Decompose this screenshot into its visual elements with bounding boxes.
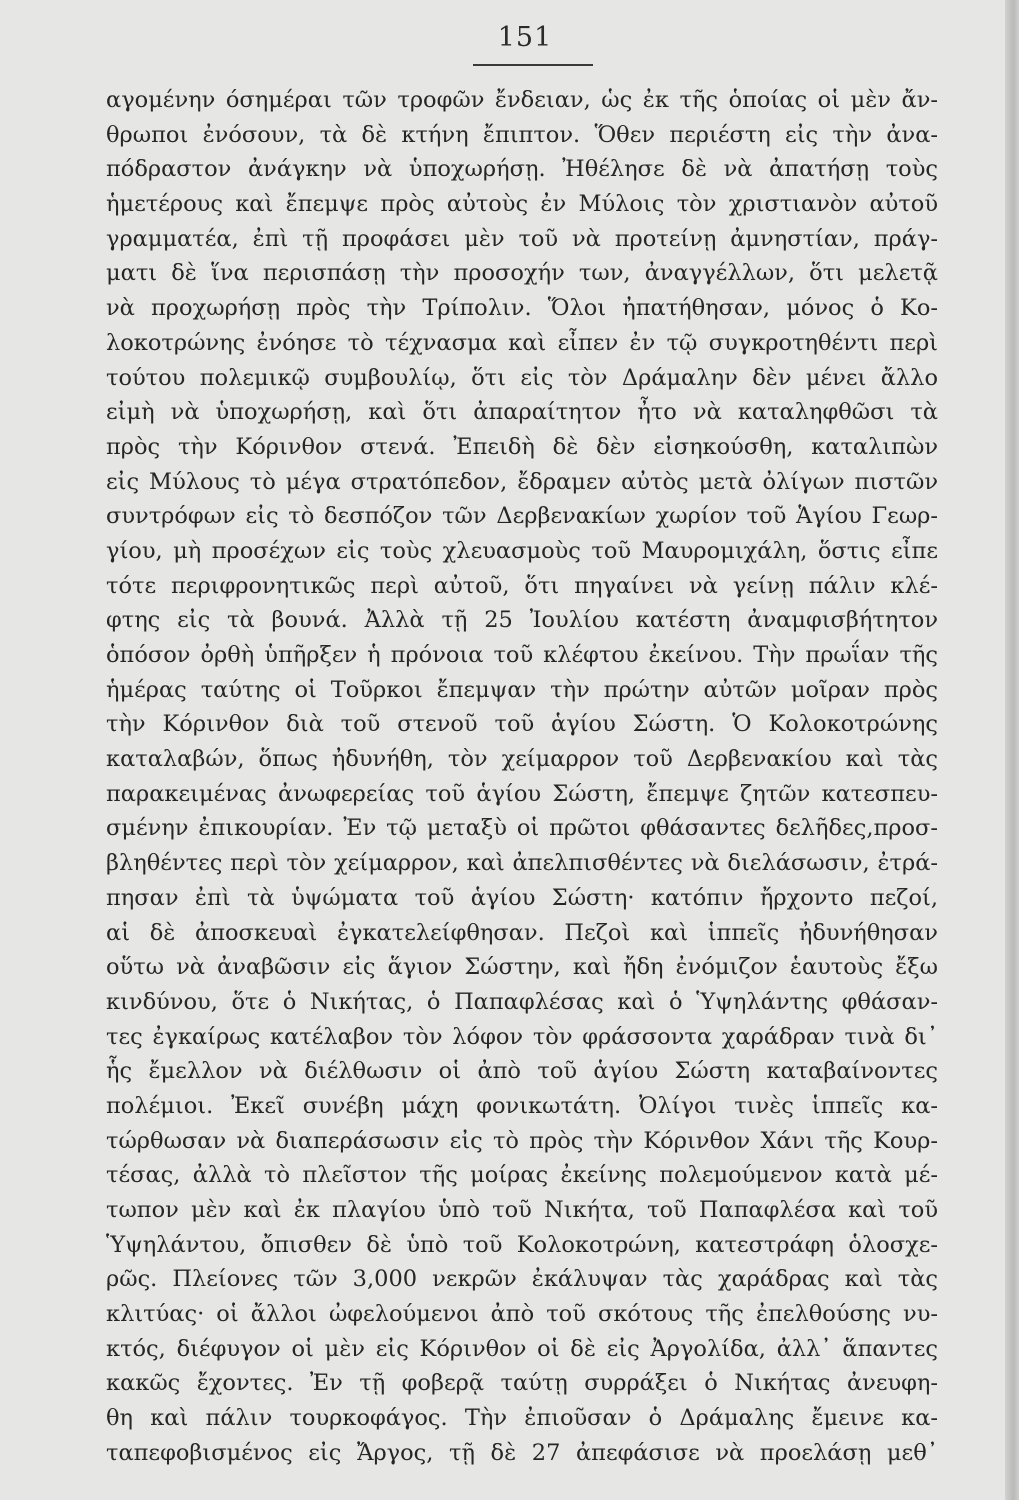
text-line: πησαν ἐπὶ τὰ ὑψώματα τοῦ ἁγίου Σώστη· κατόπιν ἤρχοντο πεζοί, (106, 884, 938, 911)
page-number: 151 (497, 22, 553, 53)
text-line: καταλαβών, ὅπως ἠδυνήθη, τὸν χείμαρρον τοῦ Δερβενακίου καὶ τὰς (106, 746, 938, 773)
text-line: κτός, διέφυγον οἱ μὲν εἰς Κόρινθον οἱ δὲ εἰς Ἀργολίδα, ἀλλ᾽ ἅπαντες (106, 1335, 938, 1362)
text-line: τότε περιφρονητικῶς περὶ αὐτοῦ, ὅτι πηγαίνει νὰ γείνῃ πάλιν κλέ- (106, 572, 938, 599)
text-line: ὁπόσον ὀρθὴ ὑπῆρξεν ἡ πρόνοια τοῦ κλέφτου ἐκείνου. Τὴν πρωΐαν τῆς (106, 642, 938, 668)
text-line: κλιτύας· οἱ ἄλλοι ὠφελούμενοι ἀπὸ τοῦ σκότους τῆς ἐπελθούσης νυ- (106, 1301, 938, 1328)
text-line: τέσας, ἀλλὰ τὸ πλεῖστον τῆς μοίρας ἐκείνης πολεμούμενον κατὰ μέ- (106, 1162, 938, 1189)
text-line: ματι δὲ ἵνα περισπάσῃ τὴν προσοχήν των, ἀναγγέλλων, ὅτι μελετᾷ (106, 260, 938, 287)
text-line: κινδύνου, ὅτε ὁ Νικήτας, ὁ Παπαφλέσας καὶ ὁ Ὑψηλάντης φθάσαν- (106, 988, 938, 1015)
text-line: λοκοτρώνης ἐνόησε τὸ τέχνασμα καὶ εἶπεν ἐν τῷ συγκροτηθέντι περὶ (106, 329, 938, 356)
text-line: εἰς Μύλους τὸ μέγα στρατόπεδον, ἔδραμεν αὐτὸς μετὰ ὀλίγων πιστῶν (106, 468, 938, 495)
text-line: αγομένην όσημέραι τῶν τροφῶν ἔνδειαν, ὡς ἐκ τῆς ὁποίας οἱ μὲν ἄν- (106, 87, 938, 113)
text-line: τούτου πολεμικῷ συμβουλίῳ, ὅτι εἰς τὸν Δράμαλην δὲν μένει ἄλλο (106, 364, 938, 391)
text-line: οὕτω νὰ ἀναβῶσιν εἰς ἅγιον Σώστην, καὶ ἤδη ἐνόμιζον ἑαυτοὺς ἔξω (106, 954, 938, 981)
text-line: εἰμὴ νὰ ὑποχωρήσῃ, καὶ ὅτι ἀπαραίτητον ἦτο νὰ καταληφθῶσι τὰ (106, 399, 938, 426)
page-edge-shadow (1005, 0, 1019, 1500)
text-line: τωπον μὲν καὶ ἐκ πλαγίου ὑπὸ τοῦ Νικήτα, τοῦ Παπαφλέσα καὶ τοῦ (106, 1197, 938, 1223)
text-line: τες ἐγκαίρως κατέλαβον τὸν λόφον τὸν φράσσοντα χαράδραν τινὰ δι᾽ (106, 1023, 938, 1050)
text-line: κακῶς ἔχοντες. Ἐν τῇ φοβερᾷ ταύτῃ συρράξει ὁ Νικήτας ἀνευφη- (106, 1370, 938, 1397)
text-line: θη καὶ πάλιν τουρκοφάγος. Τὴν ἐπιοῦσαν ὁ Δράμαλης ἔμεινε κα- (106, 1405, 938, 1432)
text-line: τώρθωσαν νὰ διαπεράσωσιν εἰς τὸ πρὸς τὴν Κόρινθον Χάνι τῆς Κουρ- (106, 1127, 938, 1154)
text-line: ρῶς. Πλείονες τῶν 3,000 νεκρῶν ἐκάλυψαν τὰς χαράδρας καὶ τὰς (106, 1266, 938, 1293)
text-line: αἱ δὲ ἀποσκευαὶ ἐγκατελείφθησαν. Πεζοὶ καὶ ἱππεῖς ἠδυνήθησαν (106, 919, 938, 946)
text-line: φτης εἰς τὰ βουνά. Ἀλλὰ τῇ 25 Ἰουλίου κατέστη ἀναμφισβήτητον (106, 607, 938, 634)
text-line: θρωποι ἐνόσουν, τὰ δὲ κτήνη ἔπιπτον. Ὅθεν περιέστη εἰς τὴν ἀνα- (106, 121, 938, 148)
text-line: ἧς ἔμελλον νὰ διέλθωσιν οἱ ἀπὸ τοῦ ἁγίου Σώστη καταβαίνοντες (106, 1058, 938, 1085)
text-line: πολέμιοι. Ἐκεῖ συνέβη μάχη φονικωτάτη. Ὀλίγοι τινὲς ἱππεῖς κα- (106, 1092, 938, 1119)
text-line: Ὑψηλάντου, ὄπισθεν δὲ ὑπὸ τοῦ Κολοκοτρώνη, κατεστράφη ὁλοσχε- (106, 1231, 938, 1258)
text-line: παρακειμένας ἀνωφερείας τοῦ ἁγίου Σώστη, ἔπεμψε ζητῶν κατεσπευ- (106, 780, 938, 807)
text-line: γίου, μὴ προσέχων εἰς τοὺς χλευασμοὺς τοῦ Μαυρομιχάλη, ὅστις εἶπε (106, 537, 938, 564)
text-line: σμένην ἐπικουρίαν. Ἐν τῷ μεταξὺ οἱ πρῶτοι φθάσαντες δελῆδες,προσ- (106, 815, 938, 842)
text-line: βληθέντες περὶ τὸν χείμαρρον, καὶ ἀπελπισθέντες νὰ διελάσωσιν, ἐτρά- (106, 850, 938, 877)
text-line: πρὸς τὴν Κόρινθον στενά. Ἐπειδὴ δὲ δὲν εἰσηκούσθη, καταλιπὼν (106, 433, 938, 460)
page-number-rule (473, 64, 593, 66)
text-line: συντρόφων εἰς τὸ δεσπόζον τῶν Δερβενακίων χωρίον τοῦ Ἁγίου Γεωρ- (106, 503, 938, 530)
text-line: γραμματέα, ἐπὶ τῇ προφάσει μὲν τοῦ νὰ προτείνῃ ἀμνηστίαν, πράγ- (106, 225, 938, 252)
text-line: νὰ προχωρήσῃ πρὸς τὴν Τρίπολιν. Ὅλοι ἠπατήθησαν, μόνος ὁ Κο- (106, 295, 938, 322)
body-text (106, 83, 938, 1471)
text-line: ταπεφοβισμένος εἰς Ἄργος, τῇ δὲ 27 ἀπεφάσισε νὰ προελάσῃ μεθ᾽ (106, 1439, 938, 1466)
text-line: πόδραστον ἀνάγκην νὰ ὑποχωρήσῃ. Ἠθέλησε δὲ νὰ ἀπατήσῃ τοὺς (106, 156, 938, 183)
text-line: τὴν Κόρινθον διὰ τοῦ στενοῦ τοῦ ἁγίου Σώστη. Ὁ Κολοκοτρώνης (106, 711, 938, 738)
text-line: ἡμέρας ταύτης οἱ Τοῦρκοι ἔπεμψαν τὴν πρώτην αὐτῶν μοῖραν πρὸς (106, 676, 938, 703)
text-line: ἡμετέρους καὶ ἔπεμψε πρὸς αὐτοὺς ἐν Μύλοις τὸν χριστιανὸν αὐτοῦ (106, 191, 938, 218)
